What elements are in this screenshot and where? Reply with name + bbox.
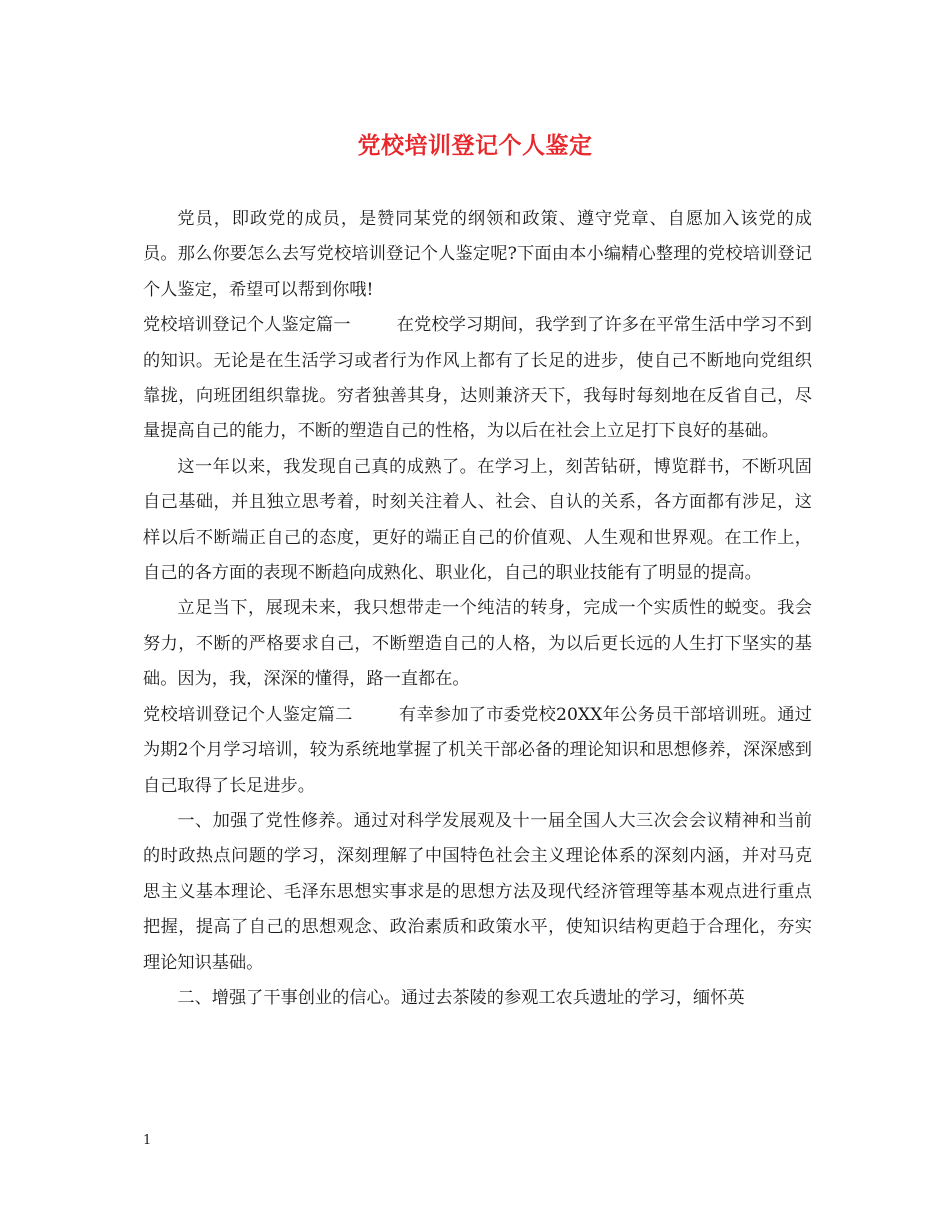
part1-text-1: 在党校学习期间，我学到了许多在平常生活中学习不到的知识。无论是在生活学习或者行为作风上都有了长足的进步，使自己不断地向党组织靠拢，向班团组织靠拢。穷者独善其身，达则兼济天下，我每时每刻地在反省自己，尽量提高自己的能力，不断的塑造自己的性格，为以后在社会上立足打下良好的基础。 [143, 315, 812, 442]
part1-paragraph-3: 立足当下，展现未来，我只想带走一个纯洁的转身，完成一个实质性的蜕变。我会努力，不断的严格要求自己，不断塑造自己的人格，为以后更长远的人生打下坚实的基础。因为，我，深深的懂得，路一直都在。 [143, 598, 812, 690]
document-title: 党校培训登记个人鉴定 [357, 132, 593, 159]
intro-paragraph: 党员，即政党的成员，是赞同某党的纲领和政策、遵守党章、自愿加入该党的成员。那么你要怎么去写党校培训登记个人鉴定呢?下面由本小编精心整理的党校培训登记个人鉴定，希望可以帮到你哦! [143, 209, 812, 300]
part2-paragraph-2: 一、加强了党性修养。通过对科学发展观及十一届全国人大三次会会议精神和当前的时政热点问题的学习，深刻理解了中国特色社会主义理论体系的深刻内涵，并对马克思主义基本理论、毛泽东思想实事求是的思想方法及现代经济管理等基本观点进行重点把握，提高了自己的思想观念、政治素质和政策水平，使知识结构更趋于合理化，夯实理论知识基础。 [143, 810, 812, 973]
part2-paragraph-1 [143, 698, 812, 804]
part2-text-1: 有幸参加了市委党校20XX年公务员干部培训班。通过为期2个月学习培训，较为系统地掌握了机关干部必备的理论知识和思想修养，深深感到自己取得了长足进步。 [143, 704, 812, 796]
part2-paragraph-3: 二、增强了干事创业的信心。通过去茶陵的参观工农兵遗址的学习，缅怀英 [177, 987, 745, 1008]
page-number: 1 [143, 1133, 152, 1148]
document-body [143, 202, 812, 1016]
part1-paragraph-2: 这一年以来，我发现自己真的成熟了。在学习上，刻苦钻研，博览群书，不断巩固自己基础，并且独立思考着，时刻关注着人、社会、自认的关系，各方面都有涉足，这样以后不断端正自己的态度，更好的端正自己的价值观、人生观和世界观。在工作上，自己的各方面的表现不断趋向成熟化、职业化，自己的职业技能有了明显的提高。 [143, 456, 812, 584]
part1-heading: 党校培训登记个人鉴定篇一 [143, 315, 351, 336]
part1-paragraph-1 [143, 308, 812, 450]
part2-heading: 党校培训登记个人鉴定篇二 [143, 704, 353, 725]
